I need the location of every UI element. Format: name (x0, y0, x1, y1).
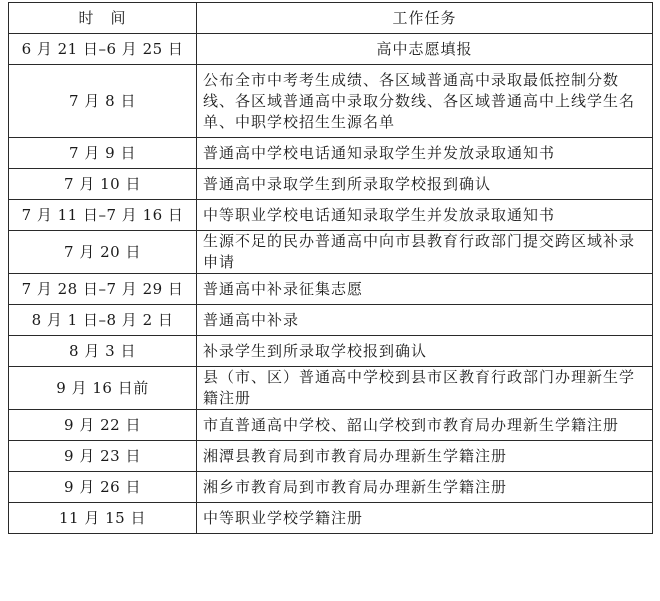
time-cell: 8 月 3 日 (9, 336, 197, 367)
table-row (9, 441, 653, 472)
time-cell: 7 月 10 日 (9, 169, 197, 200)
table-row (9, 472, 653, 503)
task-cell: 湘乡市教育局到市教育局办理新生学籍注册 (197, 472, 653, 503)
table-row (9, 367, 653, 410)
time-cell: 6 月 21 日–6 月 25 日 (9, 34, 197, 65)
time-cell: 9 月 23 日 (9, 441, 197, 472)
time-cell: 8 月 1 日–8 月 2 日 (9, 305, 197, 336)
table-row (9, 200, 653, 231)
table-row (9, 503, 653, 534)
time-cell: 9 月 22 日 (9, 410, 197, 441)
table-row (9, 410, 653, 441)
table-row (9, 138, 653, 169)
task-cell: 生源不足的民办普通高中向市县教育行政部门提交跨区域补录申请 (197, 231, 653, 274)
table-row (9, 65, 653, 138)
task-cell: 高中志愿填报 (197, 34, 653, 65)
table-row (9, 169, 653, 200)
time-cell: 11 月 15 日 (9, 503, 197, 534)
table-row (9, 274, 653, 305)
task-cell: 普通高中补录 (197, 305, 653, 336)
task-cell: 县（市、区）普通高中学校到县市区教育行政部门办理新生学籍注册 (197, 367, 653, 410)
task-cell: 补录学生到所录取学校报到确认 (197, 336, 653, 367)
table-row (9, 336, 653, 367)
table-row (9, 231, 653, 274)
table-row (9, 305, 653, 336)
time-cell: 9 月 16 日前 (9, 367, 197, 410)
header-time: 时 间 (9, 3, 197, 34)
task-cell: 普通高中学校电话通知录取学生并发放录取通知书 (197, 138, 653, 169)
task-cell: 中等职业学校电话通知录取学生并发放录取通知书 (197, 200, 653, 231)
task-cell: 湘潭县教育局到市教育局办理新生学籍注册 (197, 441, 653, 472)
schedule-table (8, 2, 653, 534)
time-cell: 7 月 11 日–7 月 16 日 (9, 200, 197, 231)
task-cell: 公布全市中考考生成绩、各区域普通高中录取最低控制分数线、各区域普通高中录取分数线、各区域普通高中上线学生名单、中职学校招生生源名单 (197, 65, 653, 138)
task-cell: 市直普通高中学校、韶山学校到市教育局办理新生学籍注册 (197, 410, 653, 441)
header-task: 工作任务 (197, 3, 653, 34)
task-cell: 普通高中录取学生到所录取学校报到确认 (197, 169, 653, 200)
table-row (9, 34, 653, 65)
time-cell: 7 月 20 日 (9, 231, 197, 274)
task-cell: 中等职业学校学籍注册 (197, 503, 653, 534)
schedule-document (8, 2, 652, 534)
time-cell: 7 月 28 日–7 月 29 日 (9, 274, 197, 305)
time-cell: 7 月 9 日 (9, 138, 197, 169)
task-cell: 普通高中补录征集志愿 (197, 274, 653, 305)
table-header-row (9, 3, 653, 34)
time-cell: 9 月 26 日 (9, 472, 197, 503)
time-cell: 7 月 8 日 (9, 65, 197, 138)
